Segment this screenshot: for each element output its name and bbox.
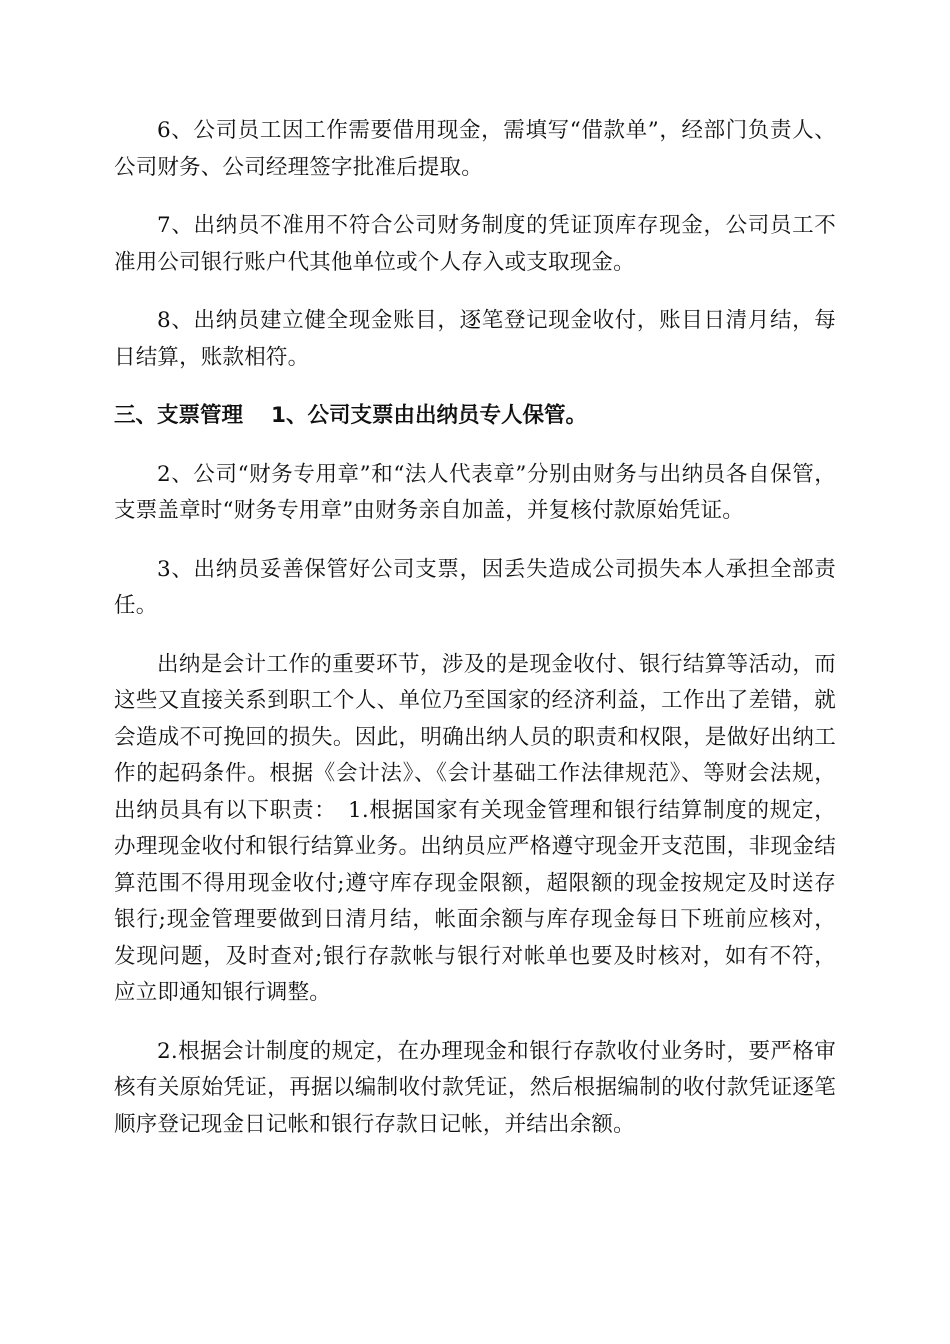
section-heading-cheque-management [114, 398, 836, 435]
paragraph-cashier-duty-2: 2.根据会计制度的规定，在办理现金和银行存款收付业务时，要严格审核有关原始凭证，再据以编制收付款凭证，然后根据编制的收付款凭证逐笔顺序登记现金日记帐和银行存款日记帐，并结出余额。 [114, 1038, 836, 1137]
section-item-1: 1、公司支票由出纳员专人保管。 [271, 403, 587, 428]
paragraph-item-6: 6、公司员工因工作需要借用现金，需填写“借款单”，经部门负责人、公司财务、公司经理签字批准后提取。 [114, 118, 836, 180]
paragraph-item-7: 7、出纳员不准用不符合公司财务制度的凭证顶库存现金，公司员工不准用公司银行账户代其他单位或个人存入或支取现金。 [114, 213, 836, 275]
paragraph-cashier-duties-intro: 出纳是会计工作的重要环节，涉及的是现金收付、银行结算等活动，而这些又直接关系到职工个人、单位乃至国家的经济利益，工作出了差错，就会造成不可挽回的损失。因此，明确出纳人员的职责和权限，是做好出纳工作的起码条件。根据《会计法》、《会计基础工作法律规范》、等财会法规，出纳员具有以下职责： 1.根据国家有关现金管理和银行结算制度的规定，办理现金收付和银行结算业务。出纳员应严格遵守现金开支范围，非现金结算范围不得用现金收付;遵守库存现金限额，超限额的现金按规定及时送存银行;现金管理要做到日清月结，帐面余额与库存现金每日下班前应核对，发现问题，及时查对;银行存款帐与银行对帐单也要及时核对，如有不符，应立即通知银行调整。 [114, 651, 836, 1005]
paragraph-item-8: 8、出纳员建立健全现金账目，逐笔登记现金收付，账目日清月结，每日结算，账款相符。 [114, 308, 836, 370]
paragraph-cheque-item-3: 3、出纳员妥善保管好公司支票，因丢失造成公司损失本人承担全部责任。 [114, 556, 836, 618]
document-page [114, 113, 836, 1165]
paragraph-cheque-item-2: 2、公司“财务专用章”和“法人代表章”分别由财务与出纳员各自保管，支票盖章时“财务专用章”由财务亲自加盖，并复核付款原始凭证。 [114, 461, 836, 523]
section-title: 三、支票管理 [114, 403, 244, 428]
